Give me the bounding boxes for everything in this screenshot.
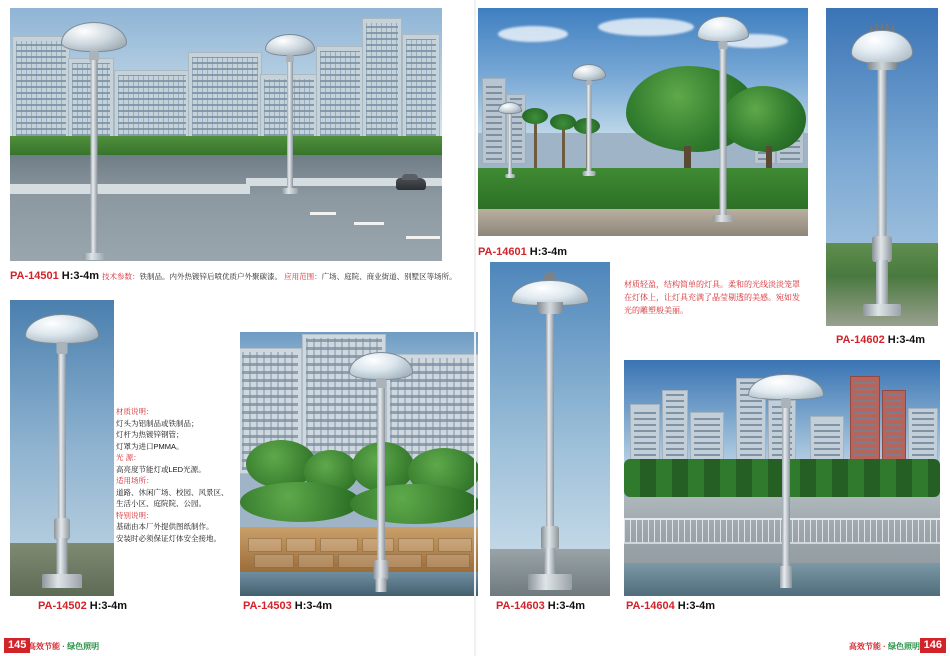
lamp-head <box>61 22 127 52</box>
spec-light-line: 高亮度节能灯或LED光源。 <box>116 464 206 474</box>
lamp-head <box>349 352 413 380</box>
kerb <box>10 184 250 194</box>
caption-pa-14602: PA-14602 H:3-4m <box>836 334 926 346</box>
spec-scope-line: 道路、休闲广场、校园、风景区、 <box>116 487 229 497</box>
lamp-head <box>25 314 99 344</box>
road-marking <box>310 212 336 215</box>
road-marking <box>406 236 440 239</box>
lamp-pole <box>546 314 554 528</box>
wall-stone <box>254 554 294 568</box>
lamp-collar <box>537 302 563 314</box>
lamp-base <box>282 188 298 194</box>
footer-slogan-a: 高效节能 <box>848 642 881 651</box>
spec-material-line: 灯罩为进口PMMA。 <box>116 441 184 451</box>
lamp-post <box>344 352 418 596</box>
spec-label-tech: 技术参数： <box>102 272 140 281</box>
lamp-head <box>697 16 749 42</box>
building <box>402 34 440 140</box>
spec-label-use: 应用范围： <box>284 272 322 281</box>
road-marking <box>354 222 384 225</box>
lamp-post <box>494 102 526 178</box>
lamp-base <box>528 574 572 590</box>
lamp-pole-lower <box>780 566 792 588</box>
footer-slogan-a: 高效节能 <box>28 642 60 651</box>
lamp-neck <box>781 398 791 408</box>
wall-stone <box>426 554 470 568</box>
car <box>396 178 426 190</box>
lamp-pole <box>58 354 66 520</box>
lamp-post <box>58 22 130 260</box>
caption-height: H:3-4m <box>887 334 926 346</box>
wall-stone <box>286 538 316 552</box>
spec-material-line: 灯头为铝制品或铁制品； <box>116 418 199 428</box>
red-note-line: 光的雕塑般美丽。 <box>624 306 688 315</box>
lamp-pole-lower <box>376 578 387 592</box>
caption-height: H:3-4m <box>547 600 586 612</box>
lamp-pole <box>508 114 512 174</box>
wall-stone <box>248 538 282 552</box>
footer-slogan-left <box>28 641 99 652</box>
wall-stone <box>298 554 334 568</box>
lamp-pole <box>782 408 790 568</box>
wall-stone <box>438 538 472 552</box>
caption-height: H:3-4m <box>294 600 333 612</box>
spec-special-line: 安装时必须保证灯体安全接地。 <box>116 533 221 543</box>
spec-title-scope: 适用场所： <box>116 476 154 485</box>
lamp-pole-ornament <box>872 236 892 262</box>
caption-pa-14604: PA-14604 H:3-4m <box>626 600 716 612</box>
spec-text-tech: 铁制品。内外热镀锌后喷优质户外聚碳漆。 <box>139 272 282 281</box>
palm-trunk <box>562 124 565 170</box>
lamp-pole <box>287 62 293 188</box>
caption-pa-14502: PA-14502 H:3-4m <box>38 600 128 612</box>
lamp-neck <box>57 342 68 354</box>
lamp-pole <box>720 49 727 217</box>
lamp-pole-lower <box>57 538 68 574</box>
caption-pa-14603: PA-14603 H:3-4m <box>496 600 586 612</box>
caption-height: H:3-4m <box>61 270 100 282</box>
footer-slogan-right <box>849 641 920 652</box>
spec-block-materials <box>116 406 236 544</box>
photo-pa-14501-plaza <box>10 8 442 261</box>
shrub <box>240 482 360 522</box>
spec-line-pa-14501 <box>102 271 457 282</box>
lamp-head <box>748 374 824 400</box>
photo-pa-14503-garden <box>240 332 478 596</box>
red-note-line: 在灯体上，让灯具充满了晶莹剔透的美感。宛如发 <box>624 293 800 302</box>
building <box>188 52 262 140</box>
footer-slogan-b: 绿色照明 <box>888 642 920 651</box>
caption-height: H:3-4m <box>529 246 568 258</box>
lamp-pole-ornament <box>374 560 389 580</box>
cloud <box>598 18 694 36</box>
lamp-head <box>851 30 913 64</box>
lamp-head <box>498 102 522 114</box>
lamp-base <box>713 215 733 222</box>
lamp-post <box>840 20 924 316</box>
lamp-base <box>863 304 901 316</box>
photo-pa-14601-park <box>478 8 808 236</box>
lamp-base <box>83 253 105 260</box>
spec-material-line: 灯杆为热镀锌钢管； <box>116 430 184 439</box>
photo-pa-14502-lamp <box>10 300 114 596</box>
page-number-right: 146 <box>920 638 946 653</box>
spec-scope-line: 生活小区、庭院院、公园。 <box>116 499 206 508</box>
page-number-left: 145 <box>4 638 30 653</box>
lamp-pole <box>587 85 592 173</box>
lamp-post <box>262 34 318 194</box>
pathway <box>478 209 808 236</box>
caption-pa-14501: PA-14501 H:3-4m <box>10 270 100 282</box>
lamp-pole-lower <box>876 260 888 304</box>
caption-pa-14503: PA-14503 H:3-4m <box>243 600 333 612</box>
palm-trunk <box>534 118 537 170</box>
footer-slogan-sep: · <box>60 642 68 651</box>
lamp-pole-lower <box>545 548 556 574</box>
caption-pa-14601: PA-14601 H:3-4m <box>478 246 568 258</box>
lamp-head <box>572 64 606 81</box>
lamp-pole <box>91 60 98 256</box>
building <box>362 18 402 140</box>
spec-text-use: 广场、庭院、商业街道、别墅区等场所。 <box>321 272 457 281</box>
spec-title-material: 材质说明： <box>116 407 154 416</box>
lamp-pole-ornament <box>54 518 70 540</box>
page-gutter <box>474 0 476 656</box>
spec-special-line: 基础由本厂外提供图纸制作。 <box>116 522 214 531</box>
footer-slogan-b: 绿色照明 <box>67 642 100 651</box>
lamp-pole <box>377 388 385 562</box>
photo-pa-14603-lamp <box>490 262 610 596</box>
lamp-head <box>265 34 315 56</box>
lamp-post <box>690 16 756 222</box>
footer-slogan-sep: · <box>880 642 888 651</box>
lamp-base <box>42 574 82 588</box>
photo-pa-14604-city <box>624 360 940 596</box>
spec-title-light: 光 源： <box>116 453 141 462</box>
lamp-post <box>740 374 832 590</box>
red-note-pa-14602 <box>624 278 814 317</box>
lamp-pole <box>878 70 887 238</box>
caption-height: H:3-4m <box>677 600 716 612</box>
lamp-base <box>505 174 515 178</box>
lamp-neck <box>376 378 386 388</box>
lamp-collar <box>867 62 897 70</box>
lamp-post <box>20 314 104 588</box>
lamp-post <box>504 272 596 590</box>
lamp-pole-ornament <box>541 526 559 550</box>
spec-title-special: 特别说明： <box>116 510 154 520</box>
lamp-base <box>583 171 596 176</box>
building <box>850 376 880 472</box>
lamp-post <box>566 64 612 176</box>
building <box>316 46 364 140</box>
red-note-line: 材质轻盈，结构简单的灯具。柔和的光线淡淡笼罩 <box>624 280 800 289</box>
cloud <box>498 26 568 42</box>
caption-height: H:3-4m <box>89 600 128 612</box>
photo-pa-14602-lamp <box>826 8 938 326</box>
